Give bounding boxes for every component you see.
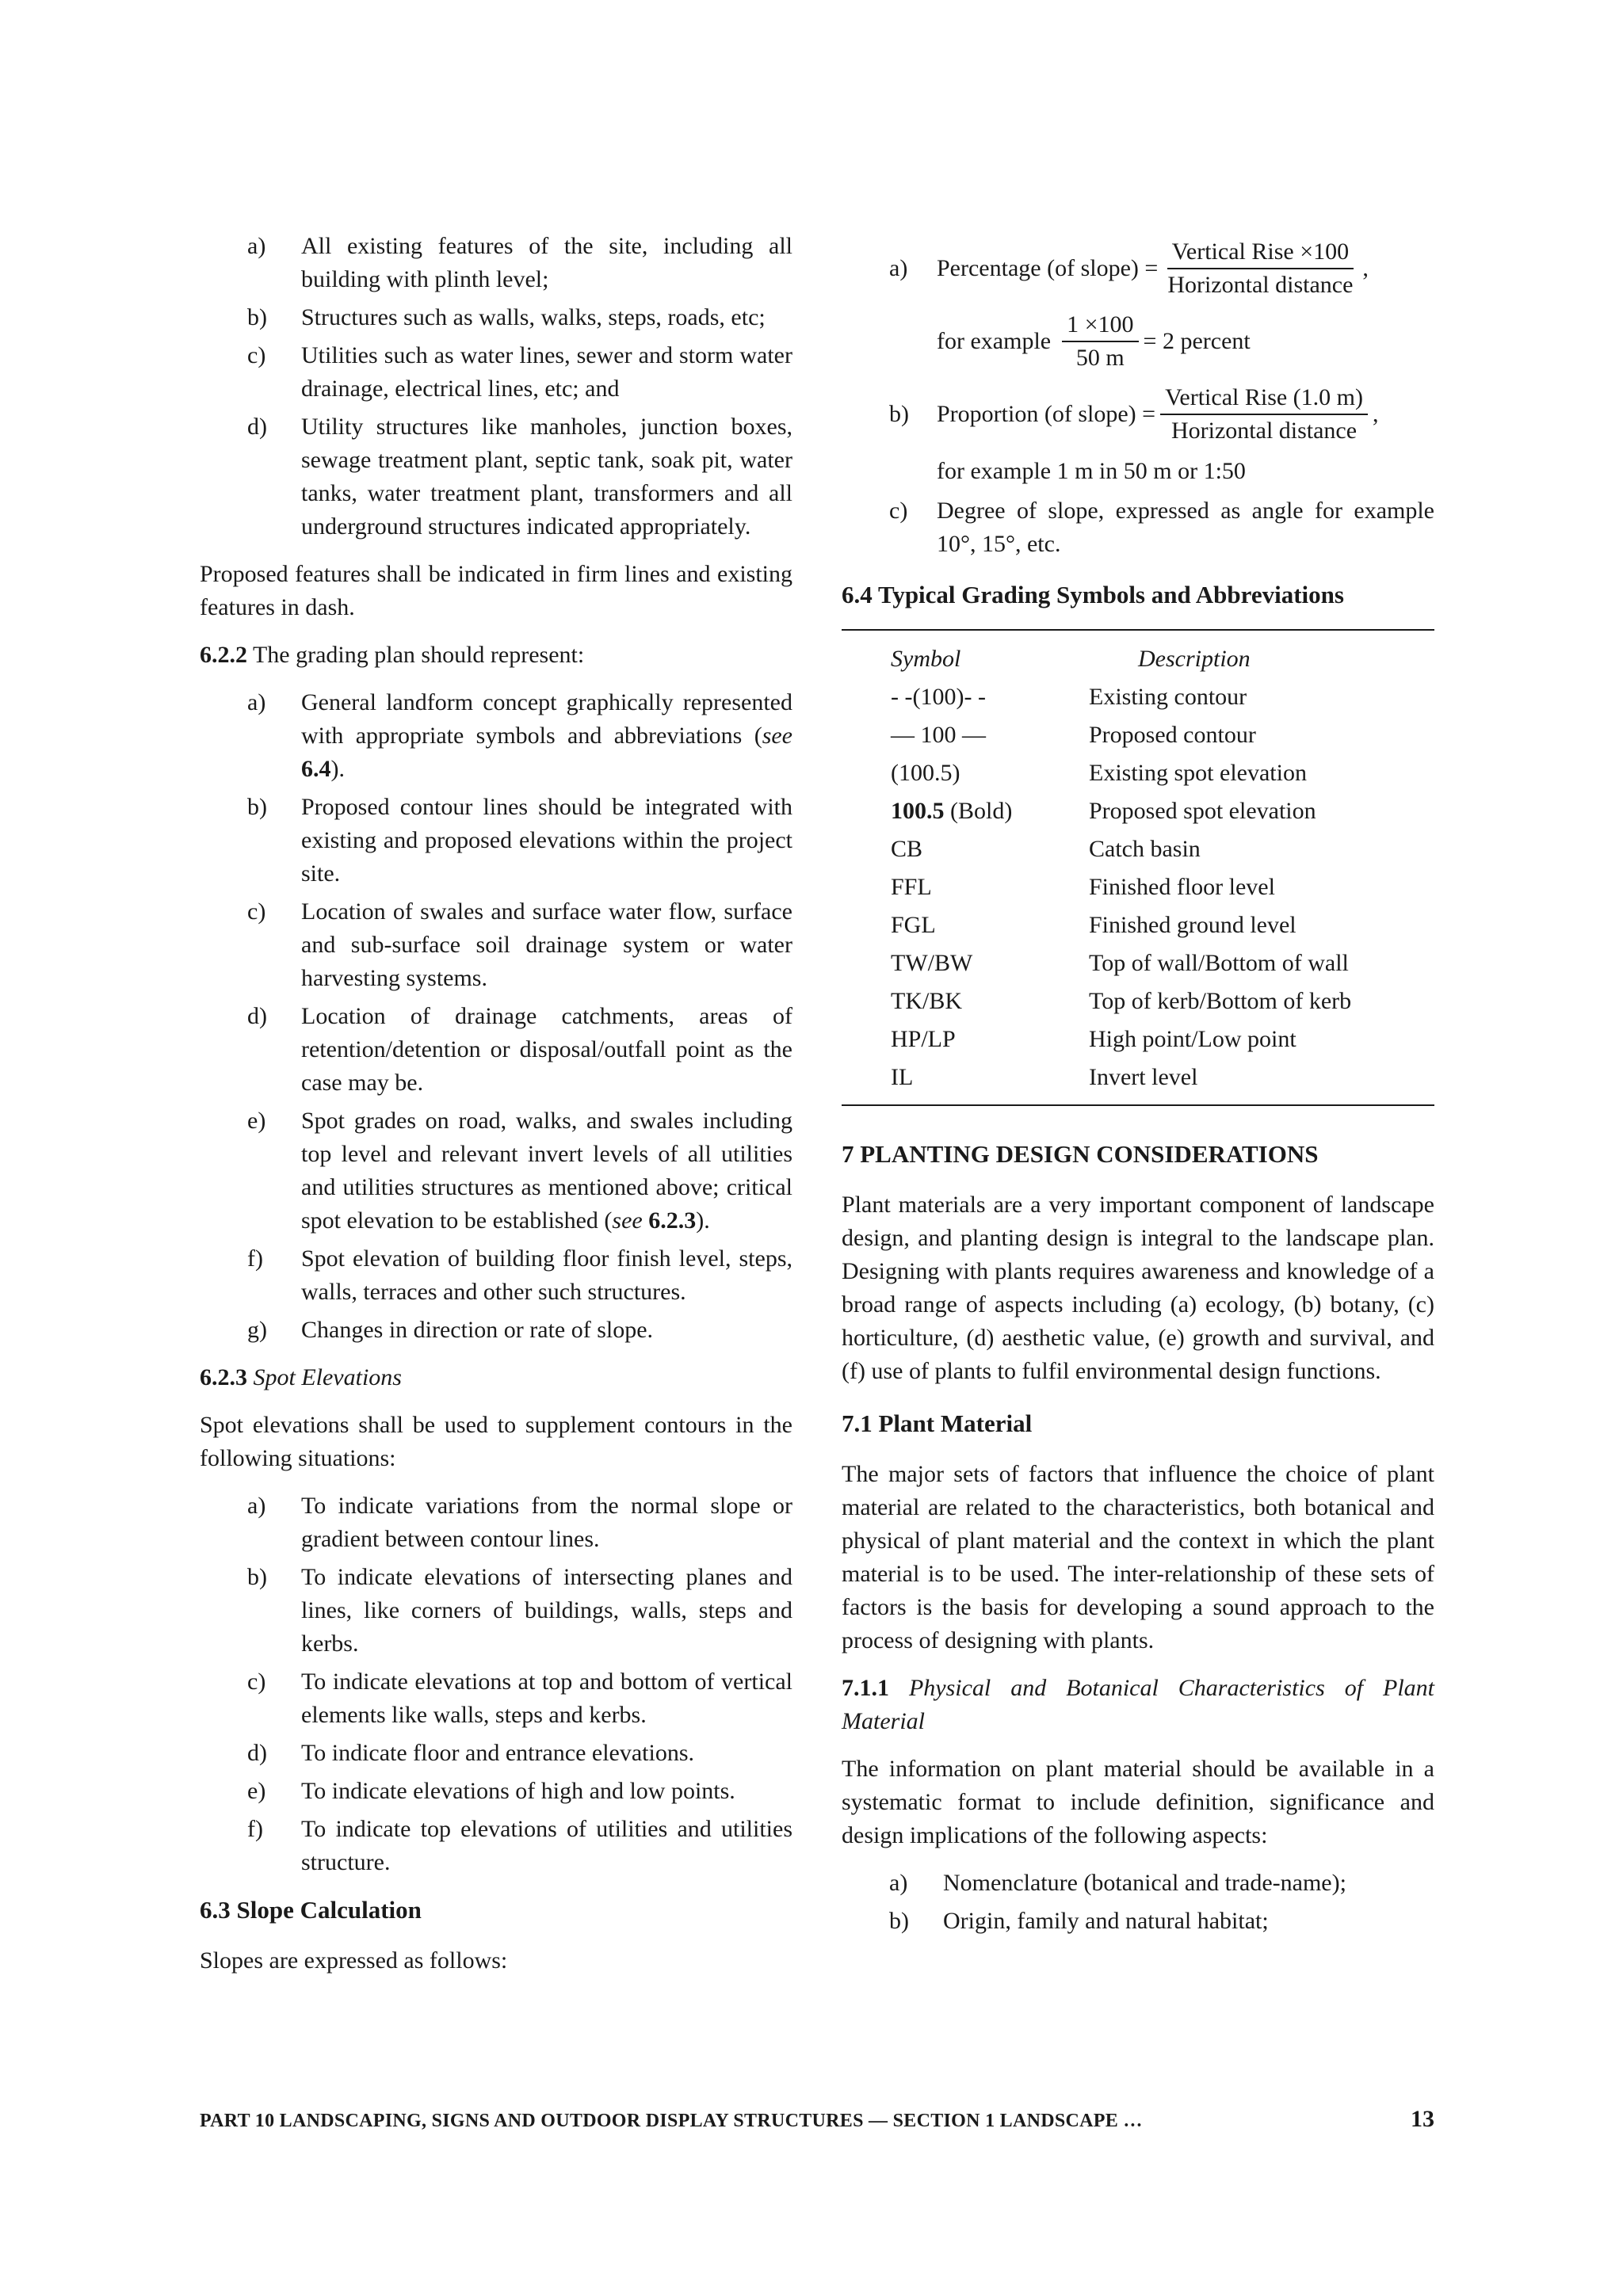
list-item: a) General landform concept graphically represented with appropriate symbols and abbreviations (see 6.4). xyxy=(247,689,792,782)
list-item: f) Spot elevation of building floor finish level, steps, walls, terraces and other such structures. xyxy=(247,1245,792,1305)
list-item: a) All existing features of the site, including all building with plinth level; xyxy=(247,233,792,292)
formula-percentage: a) Percentage (of slope) = $\frac{\text{Vertical Rise ×100}}{\text{Horizontal distance}}$ , xyxy=(842,236,1434,301)
footer-title: PART 10 LANDSCAPING, SIGNS AND OUTDOOR DISPLAY STRUCTURES — SECTION 1 LANDSCAPE … xyxy=(200,2111,1143,2131)
table-row: HP/LP High point/Low point xyxy=(891,1026,1296,1052)
list-item: c) Location of swales and surface water flow, surface and sub-surface soil drainage system or water harvesting systems. xyxy=(247,898,792,991)
aspects-list xyxy=(842,1867,1434,1938)
fraction: $\frac{\text{Vertical Rise ×100}}{\text{Horizontal distance}}$ xyxy=(1163,236,1358,301)
section-6-2-3: 6.2.3 Spot Elevations xyxy=(200,1364,402,1390)
list-item: c) Utilities such as water lines, sewer and storm water drainage, electrical lines, etc; and xyxy=(247,342,792,402)
table-row: IL Invert level xyxy=(891,1064,1198,1090)
list-item: f) To indicate top elevations of utilities and utilities structure. xyxy=(247,1816,792,1875)
list-item: e) To indicate elevations of high and low points. xyxy=(247,1778,735,1804)
table-row: CB Catch basin xyxy=(891,836,1201,862)
list-item: d) To indicate floor and entrance elevations. xyxy=(247,1740,695,1766)
list-item: a) To indicate variations from the normal slope or gradient between contour lines. xyxy=(247,1493,792,1552)
formula-proportion: b) Proportion (of slope) = $\frac{\text{Vertical Rise (1.0 m)}}{\text{Horizontal distance}}$ , xyxy=(842,382,1434,447)
formula-example: for example $\frac{1 \times 100}{50 m}$ = 2 percent xyxy=(842,309,1434,374)
table-header-row: Symbol Description xyxy=(891,646,1251,672)
list-item: b) To indicate elevations of intersecting planes and lines, like corners of buildings, walls, steps and kerbs. xyxy=(247,1564,792,1657)
list-item: b) Origin, family and natural habitat; xyxy=(889,1908,1269,1934)
list-item: a) Nomenclature (botanical and trade-name); xyxy=(889,1870,1346,1896)
fraction: $\frac{1 \times 100}{50 m}$ xyxy=(1062,309,1138,374)
section-7-1-1: 7.1.1 Physical and Botanical Characteristics of Plant Material xyxy=(842,1675,1434,1734)
list-item: c) To indicate elevations at top and bottom of vertical elements like walls, steps and kerbs. xyxy=(247,1669,792,1728)
table-row: - -(100)- - Existing contour xyxy=(891,684,1247,710)
page-footer xyxy=(200,2106,1434,2133)
table-row: 100.5 (Bold) Proposed spot elevation xyxy=(891,798,1316,824)
section-6-2-2: 6.2.2 The grading plan should represent: xyxy=(200,642,585,668)
grading-symbols-table xyxy=(842,629,1434,1106)
fraction: $\frac{\text{Vertical Rise (1.0 m)}}{\text{Horizontal distance}}$ xyxy=(1160,382,1368,447)
list-item: b) Proposed contour lines should be integrated with existing and proposed elevations within the project site. xyxy=(247,794,792,887)
list-item: g) Changes in direction or rate of slope. xyxy=(247,1317,654,1343)
paragraph-plant-material: The major sets of factors that influence the choice of plant material are related to the characteristics, both botanical and physical of plant material and the context in which the plant material is to be used. The inter-relationship of these sets of factors is the basis for developing a sound approach to the process of designing with plants. xyxy=(842,1461,1434,1653)
paragraph-plant-information: The information on plant material should be available in a systematic format to include definition, significance and design implications of the following aspects: xyxy=(842,1756,1434,1848)
heading-slope-calculation: 6.3 Slope Calculation xyxy=(200,1896,422,1924)
right-column xyxy=(842,236,1434,1952)
table-row: TW/BW Top of wall/Bottom of wall xyxy=(891,950,1349,976)
table-row: — 100 — Proposed contour xyxy=(891,722,1256,748)
table-row: FFL Finished floor level xyxy=(891,874,1275,900)
heading-plant-material: 7.1 Plant Material xyxy=(842,1409,1033,1437)
paragraph-spot-elevations: Spot elevations shall be used to supplement contours in the following situations: xyxy=(200,1412,792,1471)
paragraph-planting-design: Plant materials are a very important component of landscape design, and planting design is integral to the landscape plan. Designing with plants requires awareness and knowledge of a broad range of aspects including (a) ecology, (b) botany, (c) horticulture, (d) aesthetic value, (e) growth and survival, and (f) use of plants to fulfil environmental design functions. xyxy=(842,1192,1434,1384)
grading-plan-list xyxy=(200,686,792,1347)
list-item: c) Degree of slope, expressed as angle for example 10°, 15°, etc. xyxy=(889,498,1434,557)
heading-grading-symbols: 6.4 Typical Grading Symbols and Abbreviations xyxy=(842,581,1344,608)
list-item: d) Location of drainage catchments, areas of retention/detention or disposal/outfall point as the case may be. xyxy=(247,1003,792,1096)
paragraph-slopes: Slopes are expressed as follows: xyxy=(200,1947,508,1974)
page-number: 13 xyxy=(1411,2106,1434,2132)
table-row: (100.5) Existing spot elevation xyxy=(891,760,1307,786)
spot-elevation-list xyxy=(200,1489,792,1879)
list-item: d) Utility structures like manholes, junction boxes, sewage treatment plant, septic tank, soak pit, water tanks, water treatment plant, transformers and all underground structures indicated appropriately. xyxy=(247,414,792,540)
table-row: TK/BK Top of kerb/Bottom of kerb xyxy=(891,988,1352,1014)
heading-planting-design: 7 PLANTING DESIGN CONSIDERATIONS xyxy=(842,1140,1319,1168)
site-features-list xyxy=(200,230,792,543)
left-column xyxy=(200,230,792,1992)
list-item: b) Structures such as walls, walks, steps, roads, etc; xyxy=(247,304,766,330)
table-row: FGL Finished ground level xyxy=(891,912,1296,938)
list-item: e) Spot grades on road, walks, and swales including top level and relevant invert levels of all utilities and utilities structures as mentioned above; critical spot elevation to be established (see 6.2.3). xyxy=(247,1108,792,1234)
proportion-example: for example 1 m in 50 m or 1:50 xyxy=(937,458,1246,484)
paragraph-proposed-features: Proposed features shall be indicated in firm lines and existing features in dash. xyxy=(200,561,792,620)
